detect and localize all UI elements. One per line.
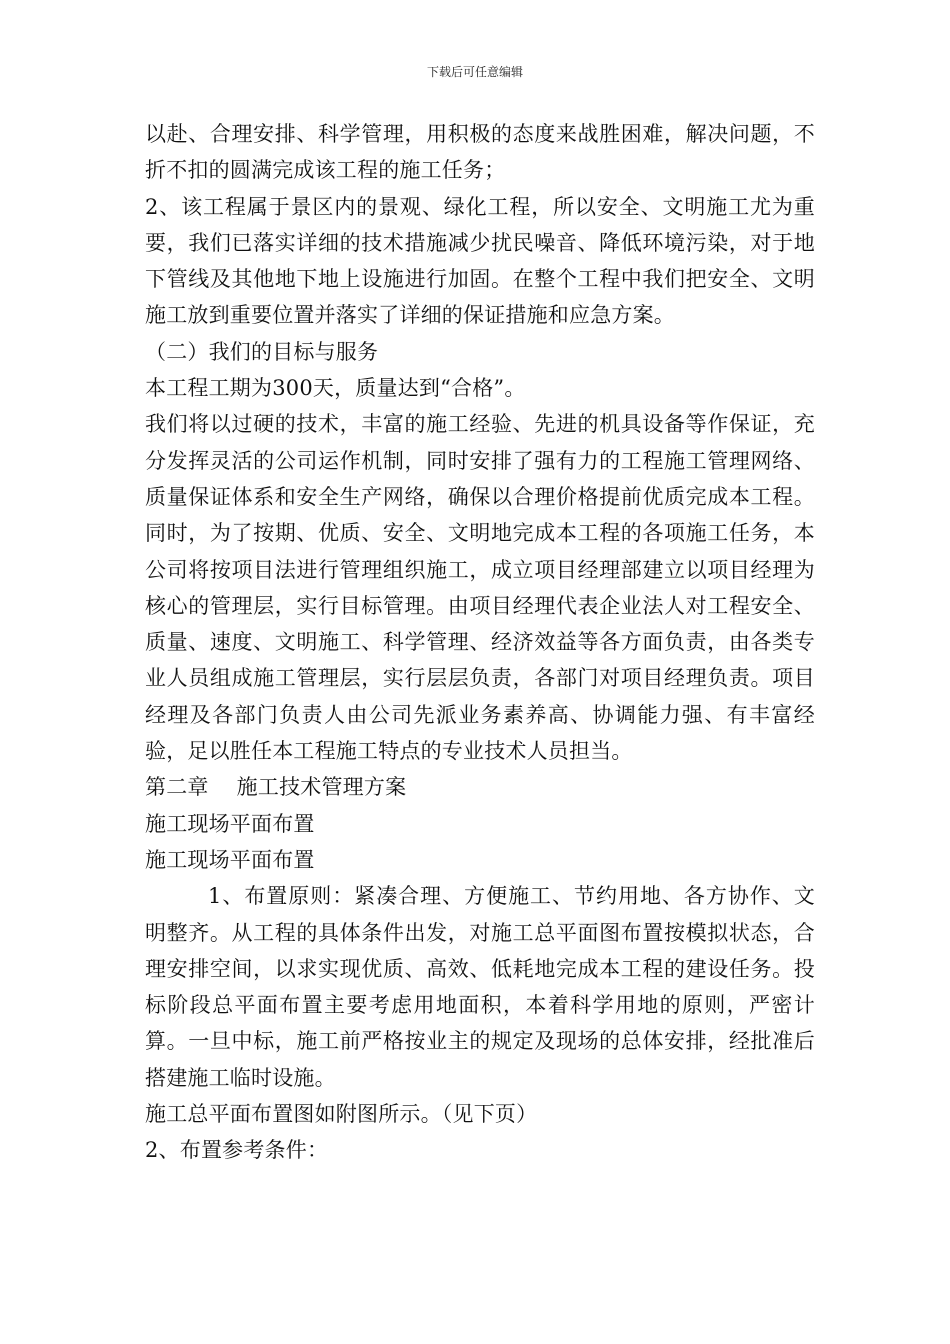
subheading-site-layout: 施工现场平面布置	[145, 811, 315, 836]
paragraph-layout-principles: 1、布置原则：紧凑合理、方便施工、节约用地、各方协作、文明整齐。从工程的具体条件出发，对施工总平面图布置按模拟状态，合理安排空间，以求实现优质、高效、低耗地完成本工程的建设任务。投标阶段总平面布置主要考虑用地面积，本着科学用地的原则，严密计算。一旦中标，施工前严格按业主的规定及现场的总体安排，经批准后搭建施工临时设施。	[145, 884, 815, 1090]
subheading-site-layout-repeat: 施工现场平面布置	[145, 847, 315, 872]
paragraph-continuation: 以赴、合理安排、科学管理，用积极的态度来战胜困难，解决问题，不折不扣的圆满完成该工程的施工任务；	[145, 122, 815, 183]
document-body	[145, 116, 815, 1169]
page-header: 下载后可任意编辑	[426, 65, 523, 79]
paragraph-reference-conditions: 2、布置参考条件：	[145, 1138, 329, 1163]
section-heading-goals: （二）我们的目标与服务	[145, 339, 379, 364]
paragraph-layout-figure-note: 施工总平面布置图如附图所示。（见下页）	[145, 1102, 538, 1127]
paragraph-guarantee: 我们将以过硬的技术，丰富的施工经验、先进的机具设备等作保证，充分发挥灵活的公司运作机制，同时安排了强有力的工程施工管理网络、质量保证体系和安全生产网络，确保以合理价格提前优质完成本工程。同时，为了按期、优质、安全、文明地完成本工程的各项施工任务，本公司将按项目法进行管理组织施工，成立项目经理部建立以项目经理为核心的管理层，实行目标管理。由项目经理代表企业法人对工程安全、质量、速度、文明施工、科学管理、经济效益等各方面负责，由各类专业人员组成施工管理层，实行层层负责，各部门对项目经理负责。项目经理及各部门负责人由公司先派业务素养高、协调能力强、有丰富经验，足以胜任本工程施工特点的专业技术人员担当。	[145, 412, 815, 764]
chapter-heading: 第二章 施工技术管理方案	[145, 775, 407, 800]
paragraph-safety: 2、该工程属于景区内的景观、绿化工程，所以安全、文明施工尤为重要，我们已落实详细的技术措施减少扰民噪音、降低环境污染，对于地下管线及其他地下地上设施进行加固。在整个工程中我们把安全、文明施工放到重要位置并落实了详细的保证措施和应急方案。	[145, 194, 815, 328]
paragraph-schedule: 本工程工期为300天，质量达到“合格”。	[145, 376, 526, 401]
